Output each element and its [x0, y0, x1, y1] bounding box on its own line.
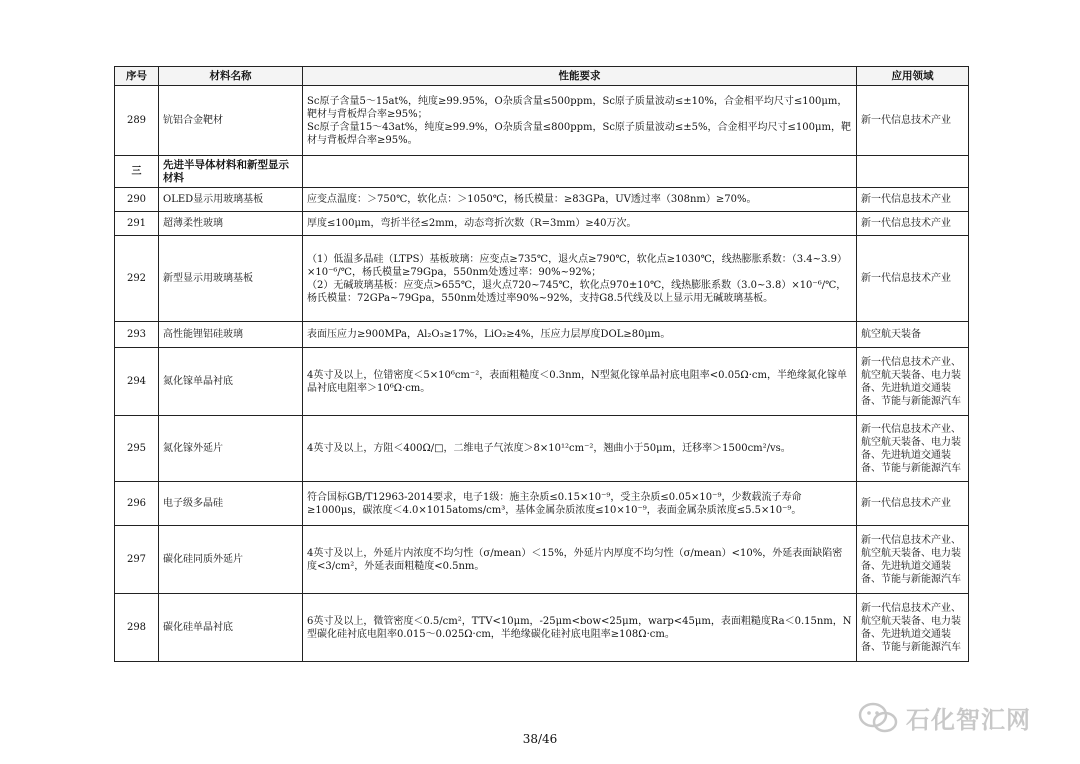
- table-row: [115, 322, 969, 348]
- row-application: 新一代信息技术产业: [857, 86, 969, 156]
- row-no: 293: [115, 322, 159, 348]
- row-no: 297: [115, 526, 159, 594]
- table-row: [115, 416, 969, 482]
- row-no: 295: [115, 416, 159, 482]
- page-number: 38/46: [522, 732, 558, 746]
- row-requirements: 4英寸及以上，位错密度＜5×10⁶cm⁻²，表面粗糙度＜0.3nm，N型氮化镓单晶衬底电阻率<0.05Ω·cm，半绝缘氮化镓单晶衬底电阻率＞10⁶Ω·cm。: [303, 348, 857, 416]
- row-requirements: 表面压应力≥900MPa，Al₂O₃≥17%，LiO₂≥4%，压应力层厚度DOL≥80μm。: [303, 322, 857, 348]
- row-material-name: 高性能锂铝硅玻璃: [159, 322, 303, 348]
- row-application: 新一代信息技术产业、航空航天装备、电力装备、先进轨道交通装备、节能与新能源汽车: [857, 416, 969, 482]
- row-application: 航空航天装备: [857, 322, 969, 348]
- chat-bubble-icon: [858, 701, 898, 735]
- table-row: [115, 594, 969, 662]
- section-title: 先进半导体材料和新型显示材料: [159, 156, 303, 188]
- row-no: 292: [115, 236, 159, 322]
- spec-table: [114, 66, 969, 662]
- row-no: 298: [115, 594, 159, 662]
- row-requirements: 4英寸及以上，外延片内浓度不均匀性（σ/mean）＜15%，外延片内厚度不均匀性（σ/mean）<10%，外延表面缺陷密度<3/cm²，外延表面粗糙度<0.5nm。: [303, 526, 857, 594]
- table-row: [115, 86, 969, 156]
- row-requirements: 符合国标GB/T12963-2014要求，电子1级：施主杂质≤0.15×10⁻⁹，受主杂质≤0.05×10⁻⁹，少数载流子寿命≥1000μs，碳浓度＜4.0×1015atoms/cm³，基体金属杂质浓度≤10×10⁻⁹，表面金属杂质浓度≤5.5×10⁻⁹。: [303, 482, 857, 526]
- row-application: 新一代信息技术产业、航空航天装备、电力装备、先进轨道交通装备、节能与新能源汽车: [857, 526, 969, 594]
- requirement-line: （2）无碱玻璃基板：应变点>655℃，退火点720~745℃，软化点970±10℃，线热膨胀系数（3.0~3.8）×10⁻⁶/℃，杨氏模量：72GPa~79Gpa，550nm处透过率90%~92%，支持G8.5代线及以上显示用无碱玻璃基板。: [307, 279, 847, 304]
- row-requirements: [303, 236, 857, 322]
- row-no: 291: [115, 212, 159, 236]
- table-row: [115, 482, 969, 526]
- row-material-name: 氮化镓外延片: [159, 416, 303, 482]
- row-no: 296: [115, 482, 159, 526]
- header-no: 序号: [115, 67, 159, 86]
- table-row: [115, 188, 969, 212]
- section-row: [115, 156, 969, 188]
- row-material-name: 氮化镓单晶衬底: [159, 348, 303, 416]
- row-requirements: 4英寸及以上，方阻＜400Ω/□，二维电子气浓度＞8×10¹²cm⁻²，翘曲小于50μm，迁移率＞1500cm²/vs。: [303, 416, 857, 482]
- watermark-text: 石化智汇网: [906, 706, 1031, 734]
- row-material-name: 碳化硅单晶衬底: [159, 594, 303, 662]
- row-application: 新一代信息技术产业: [857, 236, 969, 322]
- row-requirements: [303, 156, 857, 188]
- row-application: 新一代信息技术产业: [857, 188, 969, 212]
- row-requirements: 应变点温度：＞750℃，软化点：＞1050℃，杨氏模量：≥83GPa，UV透过率（308nm）≥70%。: [303, 188, 857, 212]
- table-row: [115, 348, 969, 416]
- row-material-name: 碳化硅同质外延片: [159, 526, 303, 594]
- requirement-line: Sc原子含量5～15at%，纯度≥99.95%，O杂质含量≤500ppm，Sc原子质量波动≤±10%，合金相平均尺寸≤100μm，靶材与背板焊合率≥95%；: [307, 95, 848, 120]
- header-material-name: 材料名称: [159, 67, 303, 86]
- table-header-row: [115, 67, 969, 86]
- table-row: [115, 212, 969, 236]
- row-application: 新一代信息技术产业、航空航天装备、电力装备、先进轨道交通装备、节能与新能源汽车: [857, 594, 969, 662]
- row-requirements: 6英寸及以上，微管密度＜0.5/cm²，TTV<10μm，-25μm<bow<25μm，warp<45μm，表面粗糙度Ra＜0.15nm，N型碳化硅衬底电阻率0.015～0.025Ω·cm，半绝缘碳化硅衬底电阻率≥108Ω·cm。: [303, 594, 857, 662]
- table-row: [115, 236, 969, 322]
- row-no: 290: [115, 188, 159, 212]
- header-application: 应用领域: [857, 67, 969, 86]
- row-material-name: 超薄柔性玻璃: [159, 212, 303, 236]
- row-requirements: 厚度≤100μm，弯折半径≤2mm，动态弯折次数（R=3mm）≥40万次。: [303, 212, 857, 236]
- row-no: 294: [115, 348, 159, 416]
- row-material-name: OLED显示用玻璃基板: [159, 188, 303, 212]
- row-application: 新一代信息技术产业: [857, 482, 969, 526]
- row-application: [857, 156, 969, 188]
- requirement-line: （1）低温多晶硅（LTPS）基板玻璃：应变点≥735℃，退火点≥790℃，软化点≥1030℃，线热膨胀系数：（3.4~3.9）×10⁻⁶/℃，杨氏模量≥79Gpa，550nm处透过率：90%~92%；: [307, 253, 847, 278]
- row-material-name: 新型显示用玻璃基板: [159, 236, 303, 322]
- row-requirements: [303, 86, 857, 156]
- header-requirements: 性能要求: [303, 67, 857, 86]
- table-row: [115, 526, 969, 594]
- row-material-name: 电子级多晶硅: [159, 482, 303, 526]
- row-application: 新一代信息技术产业、航空航天装备、电力装备、先进轨道交通装备、节能与新能源汽车: [857, 348, 969, 416]
- row-application: 新一代信息技术产业: [857, 212, 969, 236]
- requirement-line: Sc原子含量15～43at%，纯度≥99.9%，O杂质含量≤800ppm，Sc原子质量波动≤±5%，合金相平均尺寸≤100μm，靶材与背板焊合率≥95%。: [307, 121, 851, 146]
- row-no: 289: [115, 86, 159, 156]
- section-no: 三: [115, 156, 159, 188]
- watermark: [858, 700, 1031, 735]
- row-material-name: 钪铝合金靶材: [159, 86, 303, 156]
